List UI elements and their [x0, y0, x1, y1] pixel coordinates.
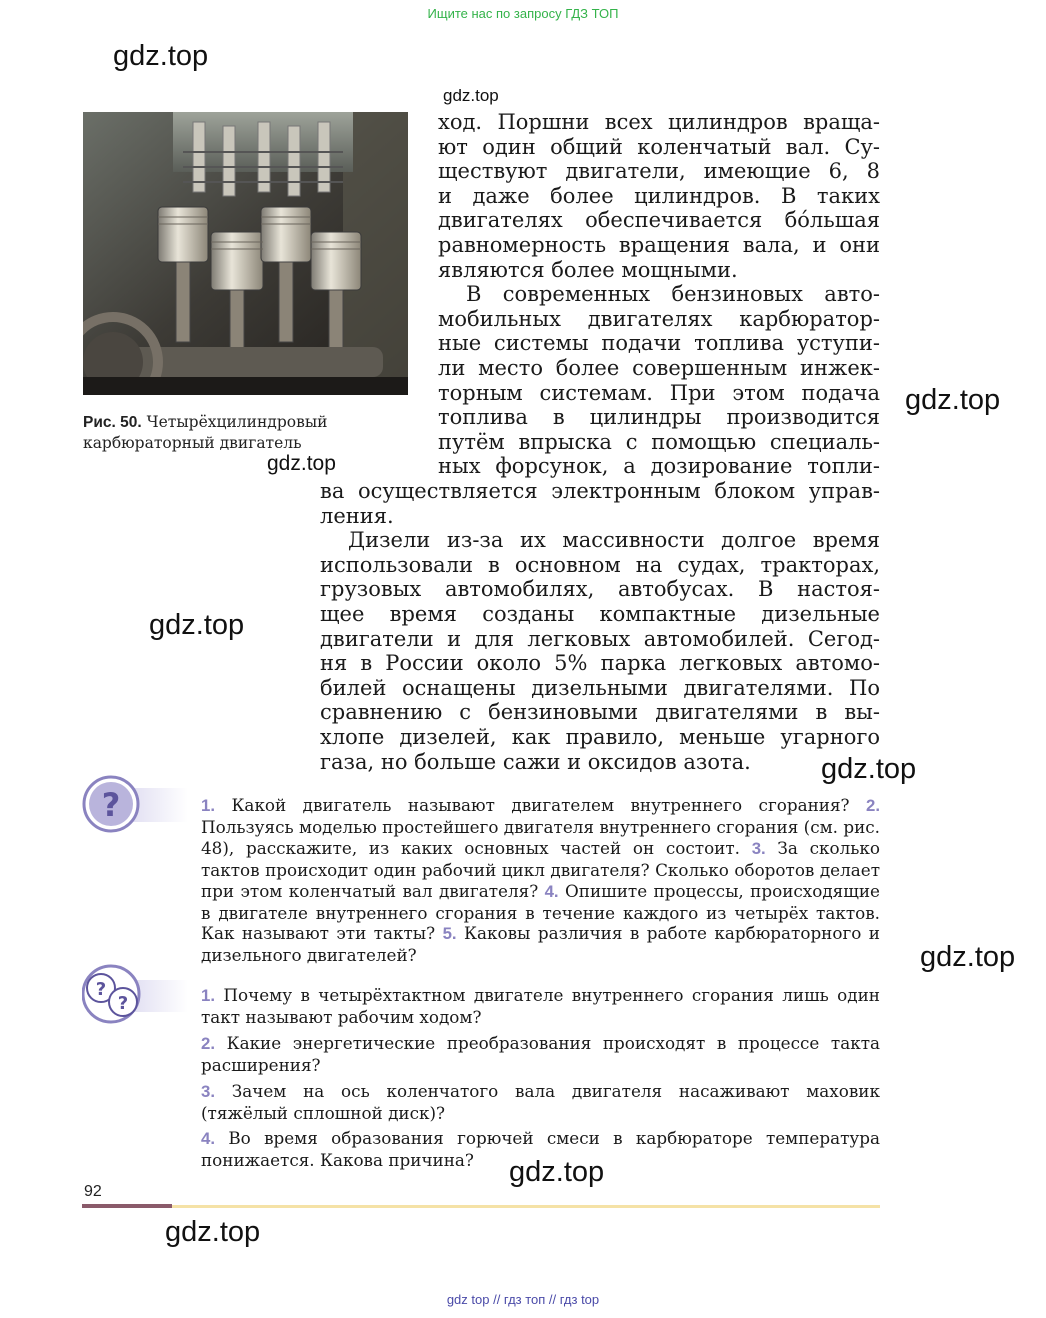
body-text-line: использовали в основном на судах, тракторах, [320, 552, 880, 577]
body-text-line: двигателях обеспечивается бóльшая [438, 208, 880, 233]
discussion-item [201, 1128, 880, 1171]
body-text-line: мобильных двигателях карбюратор- [438, 306, 880, 331]
discussion-questions [201, 985, 880, 1176]
question-text: Во время образования горючей смеси в карбюраторе температура понижается. Какова причина? [201, 1128, 880, 1171]
question-text: Какой двигатель называют двигателем внутреннего сгорания? [215, 795, 866, 815]
body-text-line: сравнению с бензиновыми двигателями в вы- [320, 700, 880, 725]
question-text: Опишите процессы, происходящие в двигателе внутреннего сгорания в течение каждого из четырёх тактов. Как называют эти такты? [201, 880, 880, 944]
watermark: gdz.top [509, 1156, 605, 1188]
top-banner: Ищите нас по запросу ГДЗ ТОП [427, 6, 619, 21]
question-number: 2. [866, 796, 880, 815]
question-number: 3. [201, 1081, 215, 1101]
discussion-item [201, 1033, 880, 1076]
body-text-line: путём впрыска с помощью специаль- [438, 429, 880, 454]
question-number: 3. [751, 838, 766, 858]
body-text-line: двигатели и для легковых автомобилей. Сегод- [320, 626, 880, 651]
watermark: gdz.top [443, 86, 499, 105]
engine-photo [83, 112, 408, 395]
body-text-line: В современных бензиновых авто- [466, 282, 880, 307]
discussion-item [201, 1081, 880, 1124]
question-number: 1. [201, 796, 215, 815]
body-text-line: торным системам. При этом подача [438, 380, 880, 405]
watermark: gdz.top [149, 609, 245, 641]
watermark: gdz.top [113, 40, 209, 72]
question-text: За сколько тактов происходит один рабочий цикл двигателя? Сколько оборотов делает при этом коленчатый вал двигателя? [201, 837, 880, 901]
page-number: 92 [84, 1183, 102, 1200]
body-text-line: Дизели из-за их массивности долгое время [348, 528, 880, 553]
review-questions [201, 795, 880, 971]
footer-links: gdz top // гдз топ // гдз top [446, 1292, 600, 1307]
question-number: 5. [442, 924, 457, 944]
body-text-line: равномерность вращения вала, и они [438, 233, 880, 257]
question-number: 4. [544, 881, 559, 901]
body-text-line: являются более мощными. [438, 257, 738, 282]
question-icon [82, 774, 188, 836]
footer-rule-accent [82, 1204, 172, 1208]
question-number: 4. [201, 1129, 215, 1149]
body-text-line: ход. Поршни всех цилиндров враща- [438, 110, 880, 134]
svg-text:?: ? [101, 786, 121, 824]
body-text-line: ления. [320, 503, 394, 528]
question-number: 1. [201, 986, 215, 1005]
body-text-line: ва осуществляется электронным блоком управ- [320, 479, 880, 503]
svg-text:?: ? [95, 979, 107, 1000]
watermark: gdz.top [821, 753, 917, 785]
body-text-line: щее время созданы компактные дизельные [320, 602, 880, 626]
watermark: gdz.top [920, 941, 1016, 973]
svg-text:?: ? [117, 993, 129, 1014]
question-text: Пользуясь моделью простейшего двигателя внутреннего сгорания (см. рис. 48), расскажите, из каких основных частей он состоит. [201, 816, 880, 858]
body-text-line: ществуют двигатели, имеющие 6, 8 [438, 159, 880, 184]
body-text-line: ня в России около 5% парка легковых автомо- [320, 651, 880, 676]
body-text-line: грузовых автомобилях, автобусах. В настоя- [320, 577, 880, 602]
question-text: Каковы различия в работе карбюраторного и дизельного двигателей? [201, 923, 880, 966]
caption-line: карбюраторный двигатель [83, 434, 302, 452]
body-text-line: билей оснащены дизельными двигателями. По [320, 675, 880, 700]
body-text-line: и даже более цилиндров. В таких [438, 183, 880, 208]
discussion-item [201, 985, 880, 1028]
body-text-line: газа, но больше сажи и оксидов азота. [320, 749, 751, 774]
question-text: Какие энергетические преобразования происходят в процессе такта расширения? [201, 1032, 880, 1075]
watermark: gdz.top [267, 452, 336, 475]
body-text-line: хлопе дизелей, как правило, меньше угарного [320, 725, 880, 749]
figure-caption [83, 412, 403, 454]
body-text-line: ные системы подачи топлива уступи- [438, 331, 880, 356]
caption-line: Четырёхцилиндровый [146, 413, 328, 431]
question-number: 2. [201, 1033, 215, 1053]
body-text-line: ли место более совершенным инжек- [438, 356, 880, 380]
body-text-line: ют один общий коленчатый вал. Су- [438, 134, 880, 159]
body-text-line: ных форсунок, а дозирование топли- [438, 454, 880, 479]
discussion-icon [82, 964, 188, 1026]
question-text: Почему в четырёхтактном двигателе внутреннего сгорания лишь один такт называют рабочим ходом? [201, 985, 880, 1027]
watermark: gdz.top [905, 384, 1001, 416]
body-text-line: топлива в цилиндры производится [438, 405, 880, 430]
footer-rule [172, 1205, 880, 1208]
question-text: Зачем на ось коленчатого вала двигателя насаживают маховик (тяжёлый сплошной диск)? [201, 1080, 880, 1123]
watermark: gdz.top [165, 1216, 261, 1248]
figure-label: Рис. 50. [83, 414, 142, 431]
